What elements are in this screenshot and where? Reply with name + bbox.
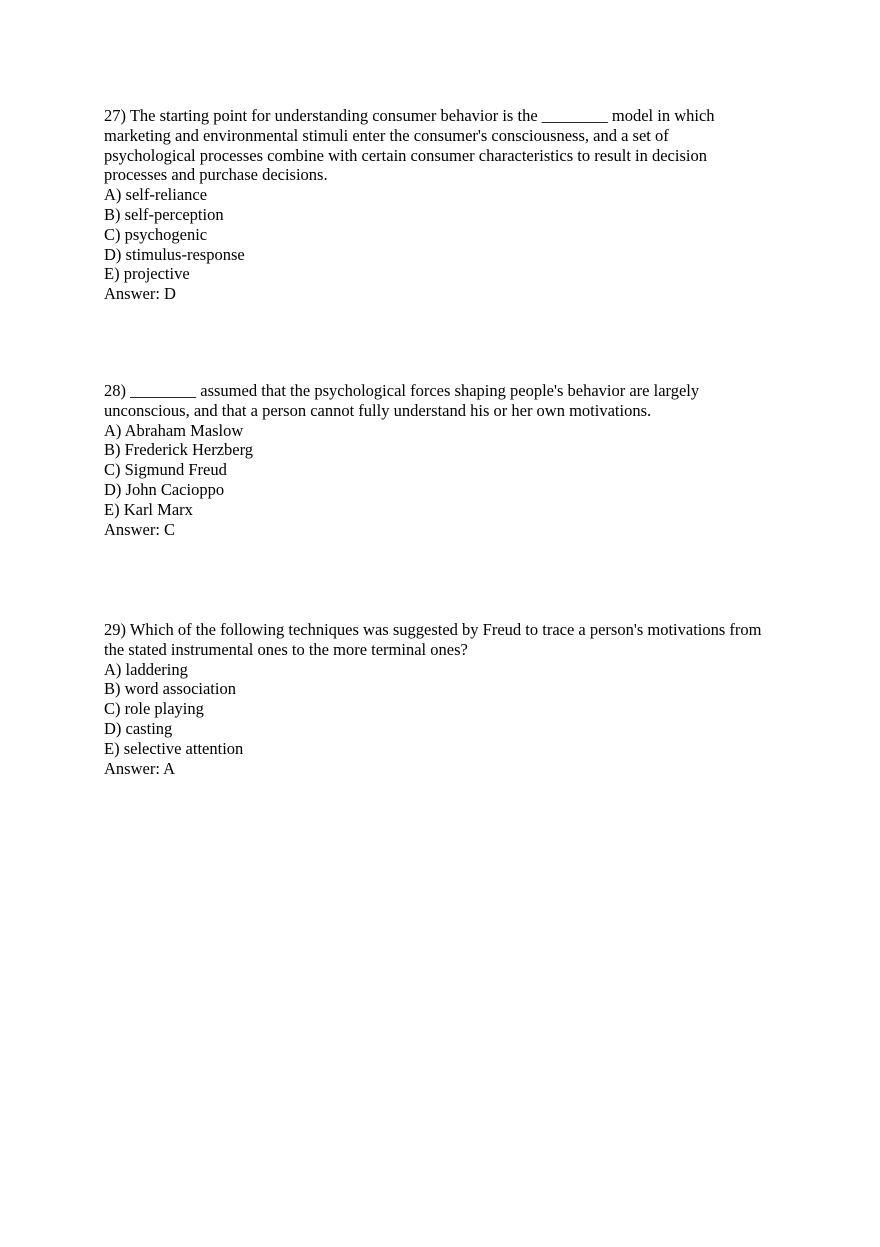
answer-options bbox=[104, 421, 764, 520]
option-c: C) psychogenic bbox=[104, 224, 208, 244]
option-d: D) John Cacioppo bbox=[104, 479, 225, 499]
question-27 bbox=[104, 106, 764, 304]
option-e: E) Karl Marx bbox=[104, 499, 193, 519]
option-e: E) projective bbox=[104, 264, 190, 284]
answer-options bbox=[104, 660, 764, 759]
question-28 bbox=[104, 381, 764, 539]
option-a: A) laddering bbox=[104, 659, 188, 679]
answer-key: Answer: A bbox=[104, 758, 176, 778]
question-stem: 27) The starting point for understanding consumer behavior is the ________ model in which marketing and environmental stimuli enter the consumer's consciousness, and a set of psychological processes combine with certain consumer characteristics to result in decision processes and purchase decisions. bbox=[104, 106, 715, 185]
option-a: A) self-reliance bbox=[104, 185, 208, 205]
option-b: B) self-perception bbox=[104, 204, 224, 224]
answer-key: Answer: C bbox=[104, 519, 176, 539]
option-c: C) role playing bbox=[104, 699, 204, 719]
option-d: D) stimulus-response bbox=[104, 244, 245, 264]
answer-options bbox=[104, 185, 764, 284]
question-29 bbox=[104, 620, 764, 778]
answer-key: Answer: D bbox=[104, 284, 176, 304]
option-c: C) Sigmund Freud bbox=[104, 460, 227, 480]
option-d: D) casting bbox=[104, 718, 173, 738]
option-a: A) Abraham Maslow bbox=[104, 420, 244, 440]
question-stem: 29) Which of the following techniques was suggested by Freud to trace a person's motivations from the stated instrumental ones to the more terminal ones? bbox=[104, 620, 762, 659]
option-e: E) selective attention bbox=[104, 738, 244, 758]
option-b: B) Frederick Herzberg bbox=[104, 440, 254, 460]
option-b: B) word association bbox=[104, 679, 236, 699]
question-stem: 28) ________ assumed that the psychological forces shaping people's behavior are largely unconscious, and that a person cannot fully understand his or her own motivations. bbox=[104, 381, 700, 420]
